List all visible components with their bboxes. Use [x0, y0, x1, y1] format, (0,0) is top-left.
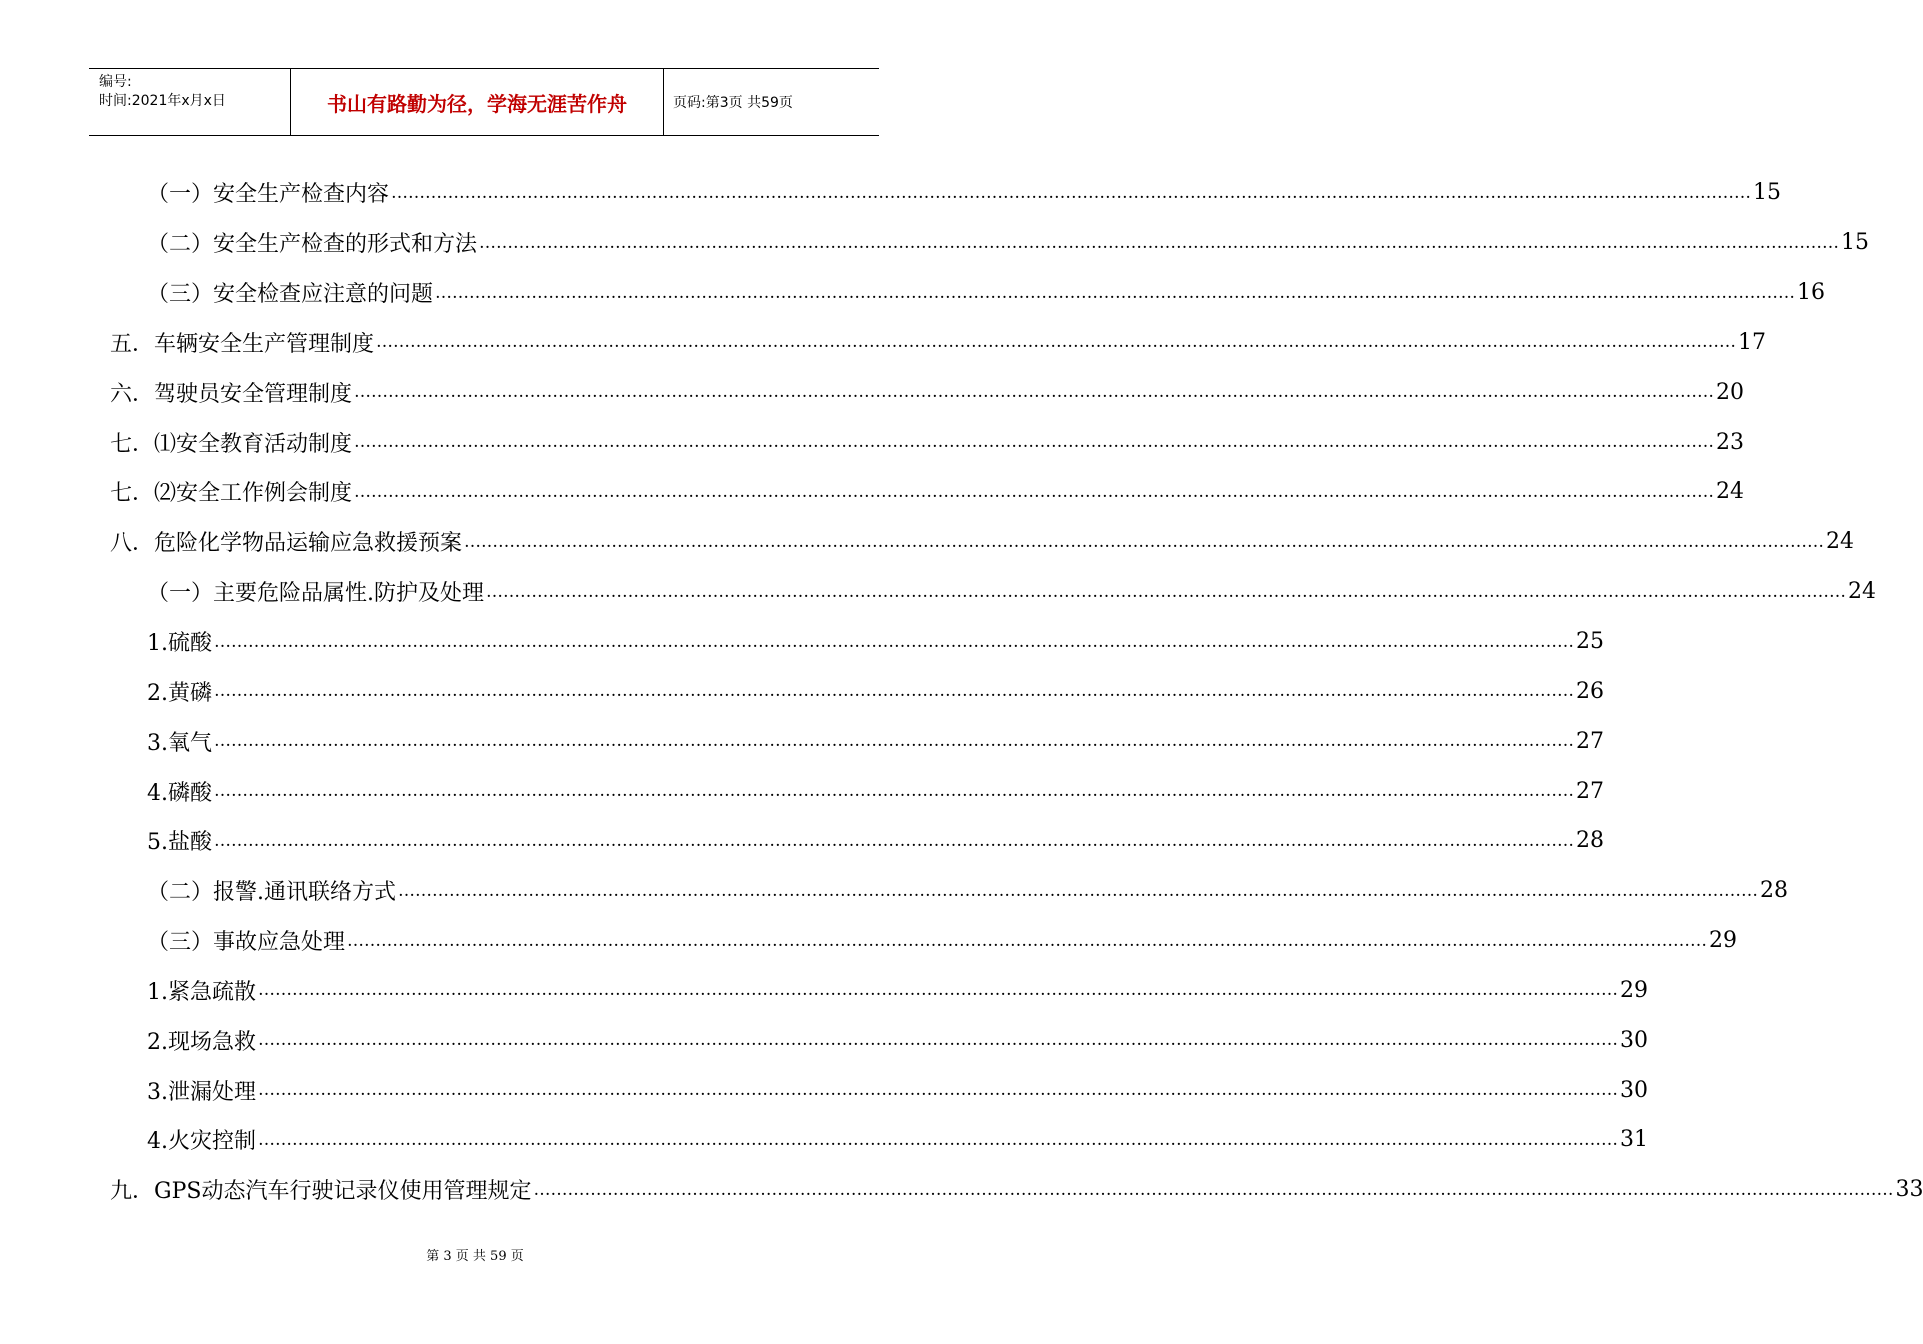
toc-entry: [147, 617, 1604, 667]
toc-entry: [147, 666, 1604, 716]
toc-entry: [147, 1015, 1648, 1065]
toc-entry-page: 24: [1826, 529, 1855, 555]
toc-entry-page: 20: [1716, 379, 1745, 405]
toc-leader-dots: ……………………………………………………………………………………………………………………………………………………………………………………………………………………: [376, 332, 1737, 353]
toc-leader-dots: ……………………………………………………………………………………………………………………………………………………………………………………………………………………: [354, 481, 1715, 502]
toc-entry-page: 25: [1576, 629, 1604, 655]
toc-entry-page: 23: [1716, 429, 1745, 455]
toc-entry: [147, 268, 1826, 318]
toc-entry: [147, 816, 1604, 866]
toc-entry-title: 5.盐酸: [147, 830, 212, 856]
toc-entry-page: 15: [1841, 230, 1870, 256]
toc-leader-dots: ……………………………………………………………………………………………………………………………………………………………………………………………………………………: [258, 980, 1618, 1001]
toc-leader-dots: ……………………………………………………………………………………………………………………………………………………………………………………………………………………: [435, 282, 1796, 303]
toc-entry-page: 29: [1709, 928, 1738, 954]
toc-leader-dots: ……………………………………………………………………………………………………………………………………………………………………………………………………………………: [214, 631, 1574, 652]
header-page-info: 页码:第3页 共59页: [673, 95, 793, 111]
toc-entry-title: 八．危险化学物品运输应急救援预案: [110, 531, 463, 557]
toc-entry: [147, 766, 1604, 816]
toc-entry-page: 28: [1576, 828, 1604, 854]
toc-entry-title: 1.紧急疏散: [147, 979, 256, 1005]
toc-entry-page: 27: [1576, 778, 1604, 804]
document-date: 时间:2021年x月x日: [99, 93, 226, 109]
toc-entry-title: 七．⑵安全工作例会制度: [110, 481, 353, 507]
toc-entry-page: 24: [1848, 579, 1876, 605]
toc-entry-title: 3.氧气: [147, 730, 212, 756]
toc-entry-title: （一）主要危险品属性.防护及处理: [147, 581, 484, 607]
toc-entry-title: 五．车辆安全生产管理制度: [110, 331, 375, 357]
toc-entry-title: 九．GPS动态汽车行驶记录仪使用管理规定: [110, 1179, 532, 1205]
toc-entry-page: 27: [1576, 728, 1604, 754]
toc-entry: [110, 1165, 1923, 1215]
toc-entry: [147, 916, 1738, 966]
toc-leader-dots: ……………………………………………………………………………………………………………………………………………………………………………………………………………………: [486, 581, 1846, 602]
toc-entry-title: （三）安全检查应注意的问题: [147, 282, 434, 308]
toc-entry-page: 15: [1753, 180, 1782, 206]
toc-leader-dots: ……………………………………………………………………………………………………………………………………………………………………………………………………………………: [214, 781, 1574, 802]
toc-entry: [147, 1065, 1648, 1115]
header-meta: [99, 73, 289, 111]
toc-entry-title: （三）事故应急处理: [147, 930, 346, 956]
toc-entry: [147, 716, 1604, 766]
toc-entry-title: 1.硫酸: [147, 631, 212, 657]
toc-entry: [110, 417, 1745, 467]
toc-entry-title: （一）安全生产检查内容: [147, 182, 390, 208]
page-footer: 第 3 页 共 59 页: [426, 1249, 524, 1264]
table-of-contents: [0, 168, 1923, 1215]
toc-entry: [147, 567, 1876, 617]
toc-leader-dots: ……………………………………………………………………………………………………………………………………………………………………………………………………………………: [258, 1080, 1618, 1101]
toc-leader-dots: ……………………………………………………………………………………………………………………………………………………………………………………………………………………: [533, 1179, 1894, 1200]
toc-entry: [110, 517, 1855, 567]
toc-leader-dots: ……………………………………………………………………………………………………………………………………………………………………………………………………………………: [354, 432, 1715, 453]
toc-leader-dots: ……………………………………………………………………………………………………………………………………………………………………………………………………………………: [258, 1129, 1618, 1150]
toc-leader-dots: ……………………………………………………………………………………………………………………………………………………………………………………………………………………: [258, 1030, 1618, 1051]
toc-leader-dots: ……………………………………………………………………………………………………………………………………………………………………………………………………………………: [347, 930, 1708, 951]
toc-entry: [110, 318, 1767, 368]
toc-entry: [147, 966, 1648, 1016]
toc-entry-title: 2.现场急救: [147, 1029, 256, 1055]
toc-leader-dots: ……………………………………………………………………………………………………………………………………………………………………………………………………………………: [479, 232, 1840, 253]
toc-entry-page: 28: [1760, 878, 1788, 904]
toc-entry-title: 4.火灾控制: [147, 1129, 256, 1155]
toc-leader-dots: ……………………………………………………………………………………………………………………………………………………………………………………………………………………: [464, 531, 1825, 552]
toc-entry-page: 33: [1895, 1177, 1923, 1203]
toc-entry-title: 六．驾驶员安全管理制度: [110, 381, 353, 407]
toc-entry-page: 30: [1620, 1027, 1648, 1053]
toc-entry: [110, 467, 1745, 517]
toc-entry-title: 2.黄磷: [147, 680, 212, 706]
toc-entry-page: 24: [1716, 479, 1745, 505]
toc-entry-page: 17: [1738, 329, 1767, 355]
toc-entry-page: 16: [1797, 280, 1826, 306]
toc-entry-page: 31: [1620, 1127, 1648, 1153]
toc-entry: [147, 218, 1870, 268]
toc-entry: [110, 367, 1745, 417]
toc-entry: [147, 1115, 1648, 1165]
header-divider: [663, 69, 664, 135]
header-motto: 书山有路勤为径，学海无涯苦作舟: [327, 91, 627, 116]
toc-leader-dots: ……………………………………………………………………………………………………………………………………………………………………………………………………………………: [214, 731, 1574, 752]
page-header: [89, 68, 879, 136]
toc-entry-page: 29: [1620, 977, 1648, 1003]
toc-entry: [147, 168, 1782, 218]
toc-entry-title: （二）报警.通讯联络方式: [147, 880, 396, 906]
toc-entry: [147, 866, 1788, 916]
toc-leader-dots: ……………………………………………………………………………………………………………………………………………………………………………………………………………………: [354, 382, 1715, 403]
toc-entry-title: 3.泄漏处理: [147, 1079, 256, 1105]
toc-leader-dots: ……………………………………………………………………………………………………………………………………………………………………………………………………………………: [214, 830, 1574, 851]
document-number-label: 编号:: [99, 74, 132, 90]
toc-leader-dots: ……………………………………………………………………………………………………………………………………………………………………………………………………………………: [398, 880, 1758, 901]
toc-entry-title: 七．⑴安全教育活动制度: [110, 431, 353, 457]
toc-entry-page: 26: [1576, 678, 1604, 704]
toc-entry-page: 30: [1620, 1077, 1648, 1103]
toc-leader-dots: ……………………………………………………………………………………………………………………………………………………………………………………………………………………: [214, 681, 1574, 702]
toc-entry-title: （二）安全生产检查的形式和方法: [147, 232, 478, 258]
toc-leader-dots: ……………………………………………………………………………………………………………………………………………………………………………………………………………………: [391, 182, 1752, 203]
toc-entry-title: 4.磷酸: [147, 780, 212, 806]
